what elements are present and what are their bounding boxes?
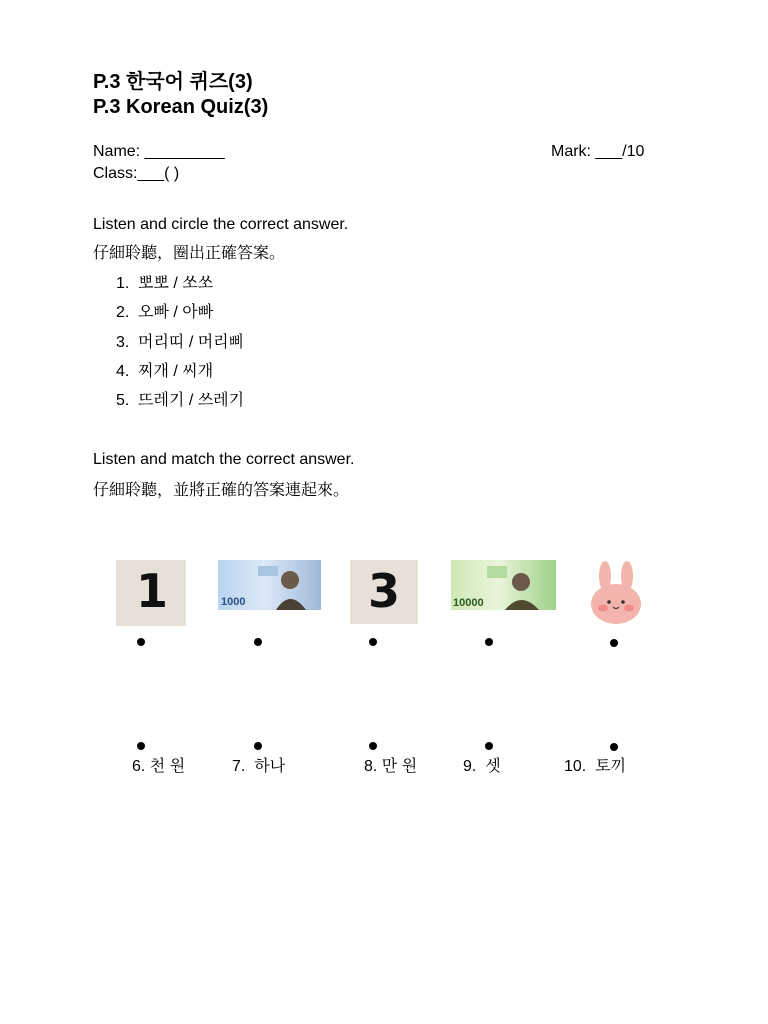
list-item-number: 5. xyxy=(116,392,130,409)
portrait-icon xyxy=(218,560,321,610)
list-item xyxy=(116,303,213,323)
match-word-text: 토끼 xyxy=(595,758,627,775)
match-word-text: 천 원 xyxy=(149,758,186,775)
name-field-label: Name: _________ xyxy=(93,143,225,160)
match-dot-top[interactable] xyxy=(137,638,145,646)
match-word xyxy=(364,757,417,777)
title-korean: P.3 한국어 퀴즈(3) xyxy=(93,71,253,93)
class-field-label: Class:___( ) xyxy=(93,165,180,182)
list-item xyxy=(116,391,244,411)
match-dot-bottom[interactable] xyxy=(254,742,262,750)
title-english: P.3 Korean Quiz(3) xyxy=(93,96,269,118)
bill-value: 1000 xyxy=(221,596,246,608)
match-word-text: 만 원 xyxy=(381,758,418,775)
list-item-number: 1. xyxy=(116,275,130,292)
list-item-number: 3. xyxy=(116,334,130,351)
match-dot-top[interactable] xyxy=(485,638,493,646)
list-item xyxy=(116,362,213,382)
ten-thousand-won-bill-image xyxy=(451,560,556,610)
match-dot-bottom[interactable] xyxy=(610,743,618,751)
list-item-number: 4. xyxy=(116,363,130,380)
mark-field-label: Mark: ___/10 xyxy=(551,143,645,160)
list-item-text: 뜨레기 / 쓰레기 xyxy=(138,392,245,409)
section2-instruction-zh: 仔細聆聽，並將正確的答案連起來。 xyxy=(93,482,350,499)
portrait-icon xyxy=(451,560,556,610)
match-word-number: 6. xyxy=(132,758,146,775)
list-item-text: 오빠 / 아빠 xyxy=(138,304,214,321)
list-item-text: 찌개 / 씨개 xyxy=(138,363,214,380)
match-dot-top[interactable] xyxy=(369,638,377,646)
number-three-image xyxy=(350,560,418,624)
match-word-number: 10. xyxy=(564,758,587,775)
list-item xyxy=(116,274,213,294)
bill-value: 10000 xyxy=(453,597,484,609)
match-dot-top[interactable] xyxy=(610,639,618,647)
match-word-text: 셋 xyxy=(485,758,501,775)
match-dot-bottom[interactable] xyxy=(137,742,145,750)
match-word xyxy=(463,757,501,777)
match-word xyxy=(132,757,185,777)
match-word-number: 8. xyxy=(364,758,378,775)
list-item-text: 뽀뽀 / 쏘쏘 xyxy=(138,275,214,292)
match-word xyxy=(232,757,285,777)
digit-label: 3 xyxy=(368,564,401,618)
list-item-text: 머리띠 / 머리삐 xyxy=(138,334,245,351)
match-word-number: 7. xyxy=(232,758,246,775)
section2-instruction-en: Listen and match the correct answer. xyxy=(93,451,355,468)
list-item xyxy=(116,333,244,353)
bunny-image xyxy=(578,560,654,626)
match-dot-bottom[interactable] xyxy=(485,742,493,750)
match-word xyxy=(564,757,626,777)
list-item-number: 2. xyxy=(116,304,130,321)
bunny-icon xyxy=(578,560,654,626)
number-one-image xyxy=(116,560,186,626)
match-dot-bottom[interactable] xyxy=(369,742,377,750)
section1-instruction-en: Listen and circle the correct answer. xyxy=(93,216,349,233)
match-dot-top[interactable] xyxy=(254,638,262,646)
digit-label: 1 xyxy=(136,564,169,618)
match-word-number: 9. xyxy=(463,758,477,775)
thousand-won-bill-image xyxy=(218,560,321,610)
section1-instruction-zh: 仔細聆聽，圈出正確答案。 xyxy=(93,245,286,262)
match-word-text: 하나 xyxy=(254,758,286,775)
